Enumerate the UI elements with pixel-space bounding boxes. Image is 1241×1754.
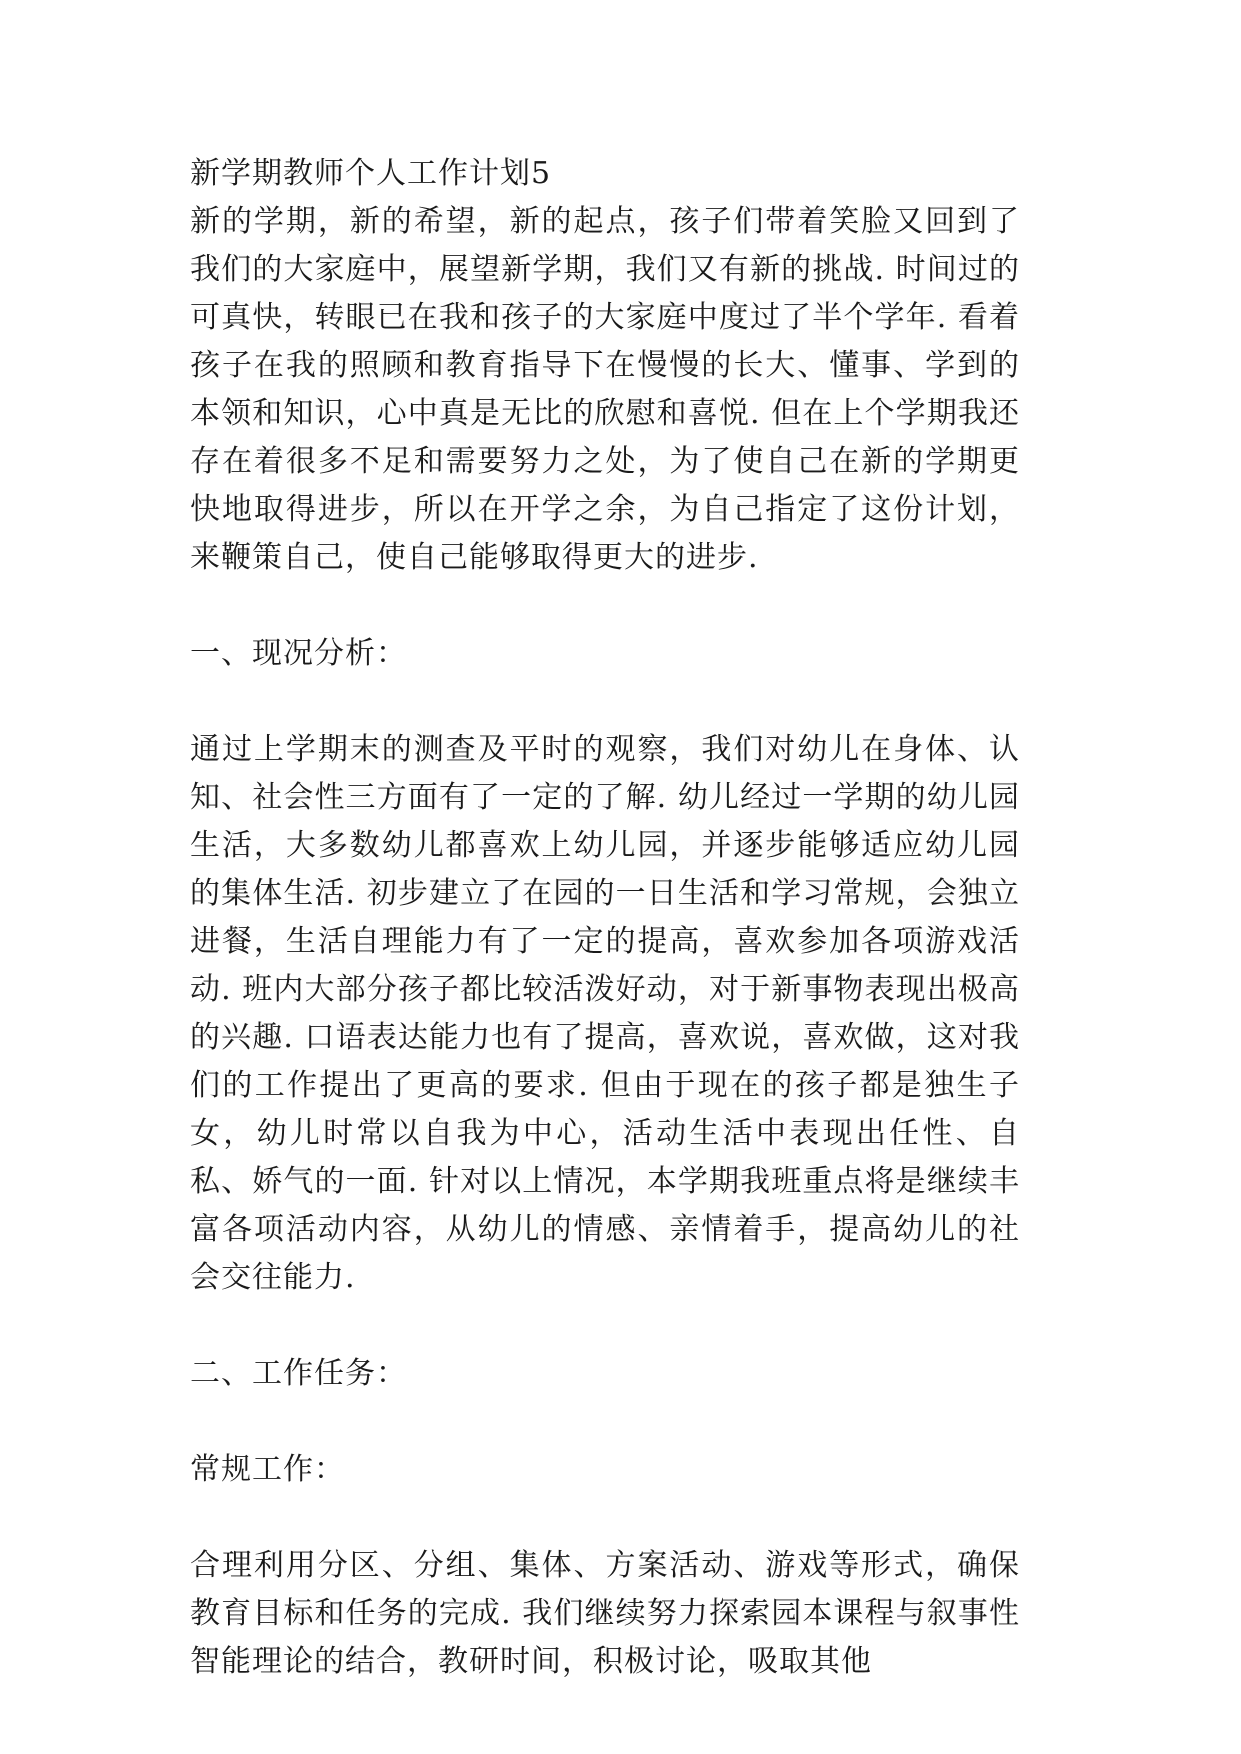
section-heading-tasks: 二、工作任务：: [190, 1356, 407, 1391]
document-body: [190, 150, 1020, 1686]
subsection-heading-routine: 常规工作：: [190, 1452, 345, 1487]
document-title: 新学期教师个人工作计划5: [190, 156, 552, 191]
analysis-paragraph: 通过上学期末的测查及平时的观察，我们对幼儿在身体、认知、社会性三方面有了一定的了解. 幼儿经过一学期的幼儿园生活，大多数幼儿都喜欢上幼儿园，并逐步能够适应幼儿园的集体生活. 初步建立了在园的一日生活和学习常规，会独立进餐，生活自理能力有了一定的提高，喜欢参加各项游戏活动. 班内大部分孩子都比较活泼好动，对于新事物表现出极高的兴趣. 口语表达能力也有了提高，喜欢说，喜欢做，这对我们的工作提出了更高的要求. 但由于现在的孩子都是独生子女，幼儿时常以自我为中心，活动生活中表现出任性、自私、娇气的一面. 针对以上情况，本学期我班重点将是继续丰富各项活动内容，从幼儿的情感、亲情着手，提高幼儿的社会交往能力.: [190, 732, 1020, 1295]
section-heading-analysis: 一、现况分析：: [190, 636, 407, 671]
routine-paragraph: 合理利用分区、分组、集体、方案活动、游戏等形式，确保教育目标和任务的完成. 我们继续努力探索园本课程与叙事性智能理论的结合，教研时间，积极讨论，吸取其他: [190, 1548, 1020, 1679]
intro-paragraph: 新的学期，新的希望，新的起点，孩子们带着笑脸又回到了我们的大家庭中，展望新学期，我们又有新的挑战. 时间过的可真快，转眼已在我和孩子的大家庭中度过了半个学年. 看着孩子在我的照顾和教育指导下在慢慢的长大、懂事、学到的本领和知识，心中真是无比的欣慰和喜悦. 但在上个学期我还存在着很多不足和需要努力之处，为了使自己在新的学期更快地取得进步，所以在开学之余，为自己指定了这份计划，来鞭策自己，使自己能够取得更大的进步.: [190, 204, 1020, 575]
